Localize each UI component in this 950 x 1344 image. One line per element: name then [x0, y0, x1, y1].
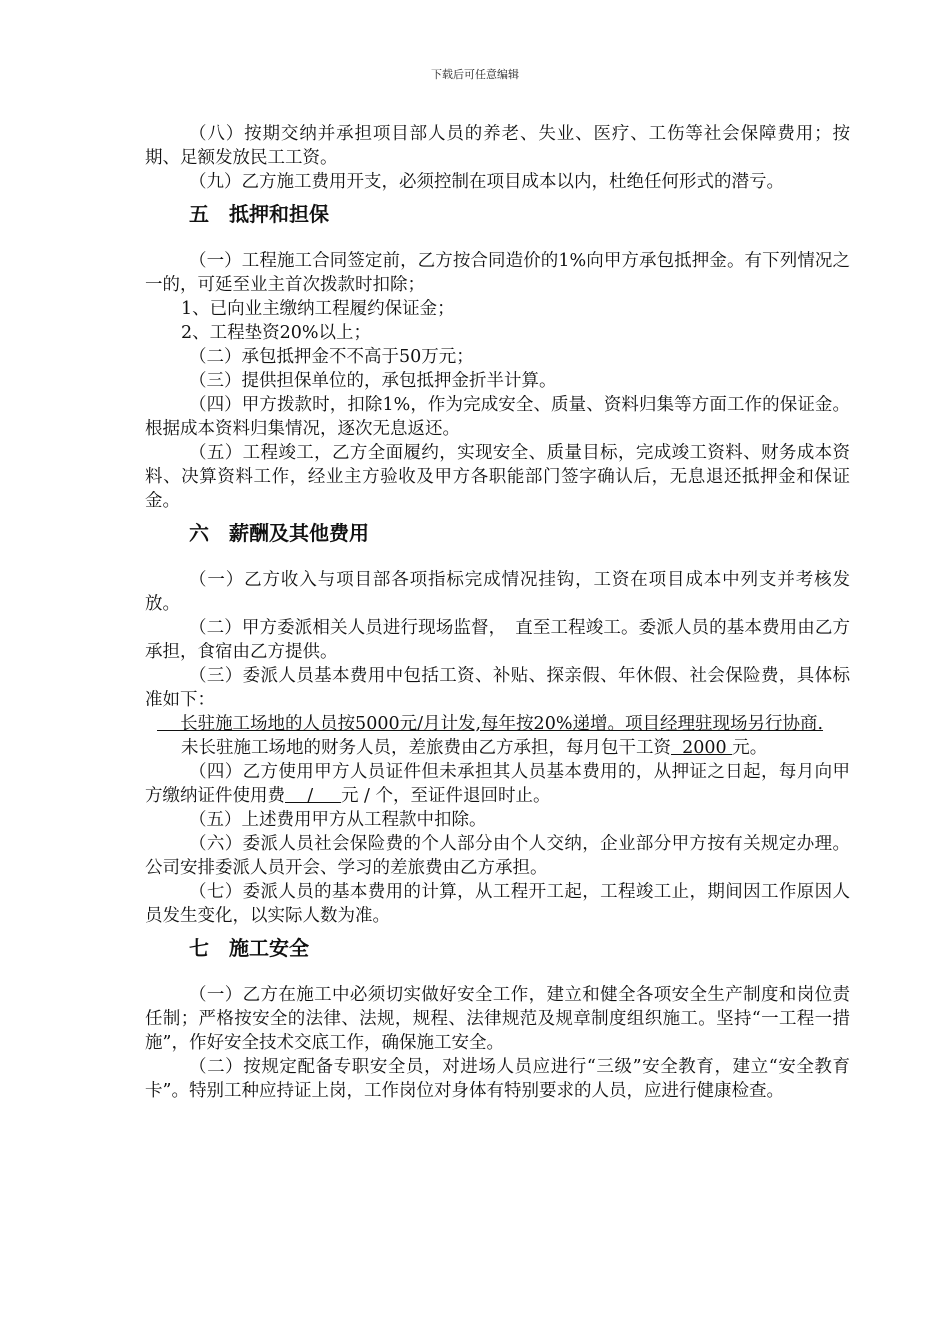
s6-clause-3: （三）委派人员基本费用中包括工资、补贴、探亲假、年休假、社会保险费，具体标准如下：: [145, 666, 850, 710]
s6-clause-5: （五）上述费用甲方从工程款中扣除。: [189, 810, 487, 830]
s7-clause-1: （一）乙方在施工中必须切实做好安全工作，建立和健全各项安全生产制度和岗位责任制；严格按安全的法律、法规，规程、法律规范及规章制度组织施工。坚持“一工程一措施”，作好安全技术交底工作，确保施工安全。: [145, 985, 850, 1053]
s5-clause-2: （二）承包抵押金不不高于50万元；: [189, 347, 474, 367]
section-7-heading: [145, 933, 850, 963]
document-body: [145, 122, 850, 1103]
clause-4-text: （四）乙方使用甲方人员证件但未承担其人员基本费用的，从押证之日起，每月向甲方缴纳证件使用费: [145, 762, 850, 806]
s6-resident-rate: 长驻施工场地的人员按5000元/月计发,每年按20%递增。项目经理驻现场另行协商.: [157, 714, 824, 734]
clause-8: （八）按期交纳并承担项目部人员的养老、失业、医疗、工伤等社会保障费用；按期、足额发放民工工资。: [145, 124, 850, 168]
s6-clause-4: [145, 760, 850, 808]
section-number: 六: [189, 521, 209, 545]
section-number: 七: [189, 936, 209, 960]
monthly-wage-value: 2000: [671, 738, 733, 758]
s7-clause-2: （二）按规定配备专职安全员，对进场人员应进行“三级”安全教育，建立“安全教育卡”。特别工种应持证上岗，工作岗位对身体有特别要求的人员，应进行健康检查。: [145, 1057, 850, 1101]
s5-clause-3: （三）提供担保单位的，承包抵押金折半计算。: [189, 371, 557, 391]
page-header: 下载后可任意编辑: [431, 68, 519, 81]
s6-clause-7: （七）委派人员的基本费用的计算，从工程开工起，工程竣工止，期间因工作原因人员发生变化，以实际人数为准。: [145, 882, 850, 926]
s6-nonresident-rate: [145, 736, 850, 760]
s5-item-1: 1、已向业主缴纳工程履约保证金；: [181, 299, 455, 319]
certificate-fee-value: /: [285, 786, 341, 806]
s5-clause-4: （四）甲方拨款时，扣除1%，作为完成安全、质量、资料归集等方面工作的保证金。根据成本资料归集情况，逐次无息返还。: [145, 395, 850, 439]
section-number: 五: [189, 202, 209, 226]
section-6-heading: [145, 518, 850, 548]
section-title: 抵押和担保: [229, 202, 329, 226]
clause-4-tail: 元 / 个，至证件退回时止。: [340, 786, 551, 806]
s5-clause-1: （一）工程施工合同签定前，乙方按合同造价的1%向甲方承包抵押金。有下列情况之一的，可延至业主首次拨款时扣除；: [145, 251, 850, 295]
nonresident-unit: 元。: [732, 738, 768, 758]
section-5-heading: [145, 199, 850, 229]
clause-9: （九）乙方施工费用开支，必须控制在项目成本以内，杜绝任何形式的潜亏。: [189, 172, 784, 192]
s5-clause-5: （五）工程竣工，乙方全面履约，实现安全、质量目标，完成竣工资料、财务成本资料、决算资料工作，经业主方验收及甲方各职能部门签字确认后，无息退还抵押金和保证金。: [145, 443, 850, 511]
s6-clause-2: （二）甲方委派相关人员进行现场监督， 直至工程竣工。委派人员的基本费用由乙方承担，食宿由乙方提供。: [145, 618, 850, 662]
section-title: 施工安全: [229, 936, 309, 960]
s6-clause-1: （一）乙方收入与项目部各项指标完成情况挂钩，工资在项目成本中列支并考核发放。: [145, 570, 850, 614]
s5-item-2: 2、工程垫资20%以上；: [181, 323, 372, 343]
nonresident-text: 未长驻施工场地的财务人员，差旅费由乙方承担，每月包干工资: [181, 738, 671, 758]
s6-clause-6: （六）委派人员社会保险费的个人部分由个人交纳，企业部分甲方按有关规定办理。公司安排委派人员开会、学习的差旅费由乙方承担。: [145, 834, 850, 878]
section-title: 薪酬及其他费用: [229, 521, 369, 545]
